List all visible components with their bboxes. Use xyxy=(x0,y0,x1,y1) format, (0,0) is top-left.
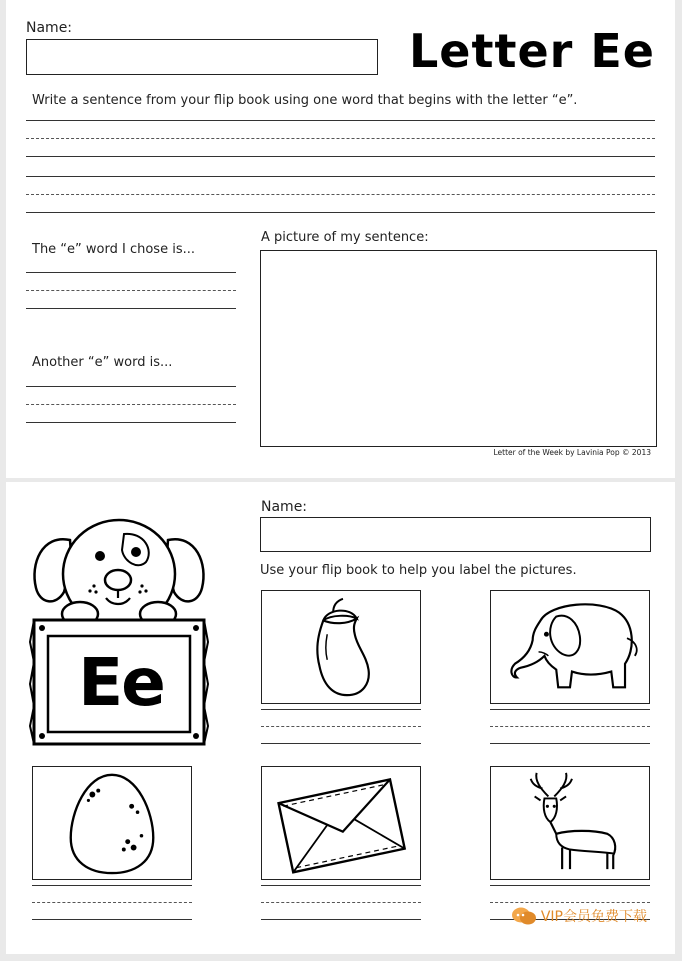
writing-line xyxy=(261,885,421,886)
name-field[interactable] xyxy=(260,517,651,552)
picture-egg xyxy=(32,766,192,880)
drawing-box[interactable] xyxy=(260,250,657,447)
picture-elephant xyxy=(490,590,650,704)
page-title: Letter Ee xyxy=(409,24,656,78)
name-label: Name: xyxy=(261,499,308,515)
writing-line xyxy=(32,902,192,903)
writing-line xyxy=(26,404,236,405)
picture-envelope xyxy=(261,766,421,880)
writing-line xyxy=(26,386,236,387)
writing-line xyxy=(261,709,421,710)
name-label: Name: xyxy=(26,20,73,36)
writing-line xyxy=(26,138,655,139)
writing-line xyxy=(26,176,655,177)
writing-line xyxy=(490,885,650,886)
picture-prompt: A picture of my sentence: xyxy=(261,230,429,245)
envelope-icon xyxy=(262,767,420,879)
writing-line xyxy=(261,743,421,744)
sign-letters: Ee xyxy=(78,643,164,721)
sentence-prompt: Write a sentence from your flip book using one word that begins with the letter “e”. xyxy=(32,93,578,108)
elephant-icon xyxy=(491,591,649,703)
another-word-prompt: Another “e” word is... xyxy=(32,355,173,370)
picture-elk xyxy=(490,766,650,880)
worksheet-bottom xyxy=(6,482,675,954)
writing-line xyxy=(26,212,655,213)
writing-line xyxy=(261,902,421,903)
elk-icon xyxy=(491,767,649,879)
writing-line xyxy=(26,120,655,121)
label-instruction: Use your flip book to help you label the pictures. xyxy=(260,563,577,578)
vip-watermark[interactable] xyxy=(511,906,647,926)
eggplant-icon xyxy=(262,591,420,703)
picture-eggplant xyxy=(261,590,421,704)
writing-line xyxy=(261,919,421,920)
watermark-text: VIP会员免费下载 xyxy=(540,909,647,925)
chat-bubble-icon xyxy=(511,906,537,926)
writing-line xyxy=(26,308,236,309)
worksheet-top xyxy=(6,0,675,478)
writing-line xyxy=(261,726,421,727)
writing-line xyxy=(26,422,236,423)
writing-line xyxy=(32,919,192,920)
writing-line xyxy=(26,272,236,273)
writing-line xyxy=(26,290,236,291)
writing-line xyxy=(26,156,655,157)
name-field[interactable] xyxy=(26,39,378,75)
credit-text: Letter of the Week by Lavinia Pop © 2013 xyxy=(493,448,651,457)
writing-line xyxy=(32,885,192,886)
writing-line xyxy=(490,902,650,903)
writing-line xyxy=(490,743,650,744)
writing-line xyxy=(490,709,650,710)
writing-line xyxy=(490,726,650,727)
word-prompt: The “e” word I chose is... xyxy=(32,242,195,257)
egg-icon xyxy=(33,767,191,879)
writing-line xyxy=(26,194,655,195)
